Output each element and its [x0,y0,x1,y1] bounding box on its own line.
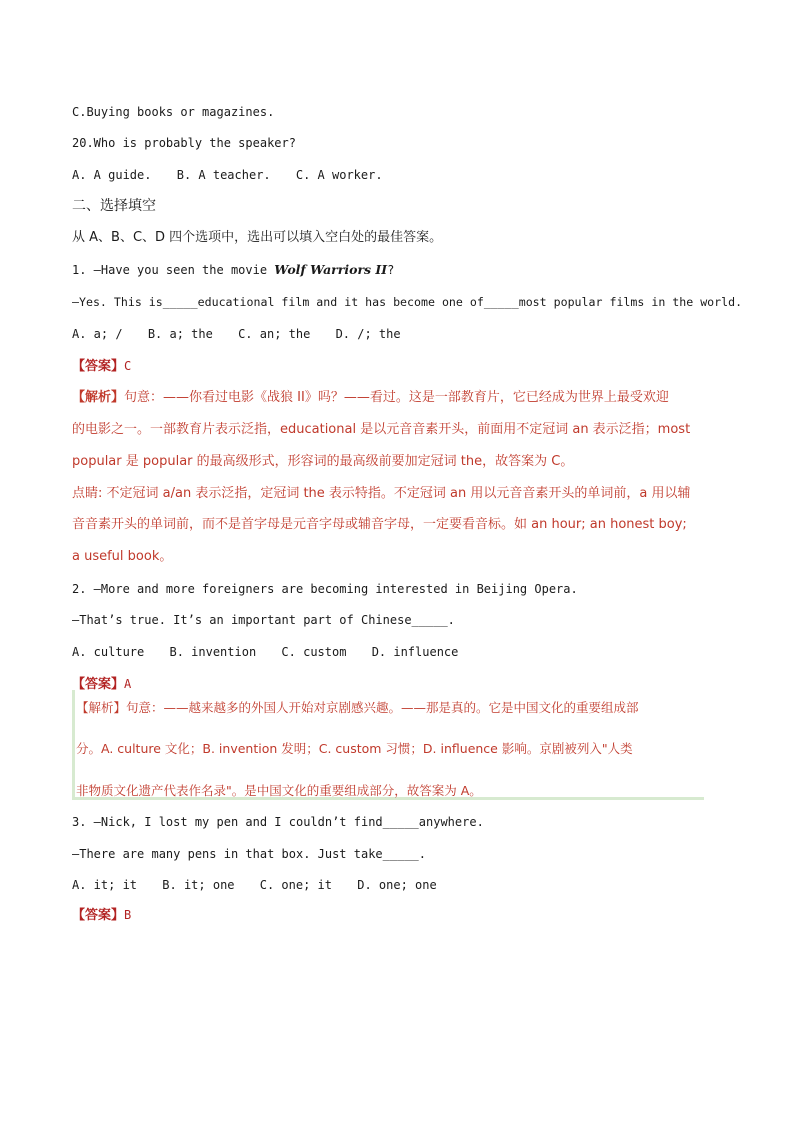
q3-option-d: D. one; one [357,878,437,892]
q1-option-a: A. a; / [72,327,123,341]
answer-value: B [124,908,132,922]
q2-option-c: C. custom [281,645,347,659]
q1-option-d: D. /; the [335,327,401,341]
q20-stem: 20.Who is probably the speaker? [72,136,296,150]
q1-option-c: C. an; the [238,327,311,341]
q20-options [72,166,383,184]
q3-option-b: B. it; one [162,878,235,892]
q3-reply: —There are many pens in that box. Just take_____. [72,847,427,861]
q2-question: 2. —More and more foreigners are becoming interested in Beijing Opera. [72,582,578,596]
q2-analysis-line-2: 分。A. culture 文化；B. invention 发明；C. custom 习惯；D. influence 影响。京剧被列入"人类 [76,741,633,756]
q1-answer [72,357,131,376]
q20-option-c: C. A worker. [295,168,383,182]
q20-option-a: A. A guide. [72,168,152,182]
q1-analysis-line-1 [72,389,669,407]
analysis-text: 句意：——你看过电影《战狼 II》吗？——看过。这是一部教育片，它已经成为世界上最受欢迎 [124,390,669,405]
answer-value: A [124,677,132,691]
q1-stem-post: ? [387,263,395,277]
q1-movie-title: Wolf Warriors II [274,262,388,277]
q19-option-c: C.Buying books or magazines. [72,105,275,119]
q3-option-a: A. it; it [72,878,138,892]
q3-options [72,876,437,894]
q3-question: 3. —Nick, I lost my pen and I couldn’t find_____anywhere. [72,815,484,829]
q3-option-c: C. one; it [259,878,332,892]
q3-answer [72,906,131,925]
answer-tag: 【答案】 [72,359,125,374]
q20-option-b: B. A teacher. [176,168,271,182]
answer-value: C [124,359,132,373]
q2-analysis-line-1: 【解析】句意：——越来越多的外国人开始对京剧感兴趣。——那是真的。它是中国文化的重要组成部 [76,700,639,715]
q2-options [72,643,458,661]
q1-tip-line-3: a useful book。 [72,549,173,564]
q2-reply: —That’s true. It’s an important part of Chinese_____. [72,613,455,627]
q2-option-d: D. influence [371,645,459,659]
section-heading: 二、选择填空 [72,198,156,214]
q1-analysis-line-2: 的电影之一。一部教育片表示泛指，educational 是以元音音素开头，前面用不定冠词 an 表示泛指；most [72,422,691,437]
q1-tip-line-2: 音音素开头的单词前，而不是首字母是元音字母或辅音字母，一定要看音标。如 an hour; an honest boy; [72,517,687,532]
q1-analysis-line-3: popular 是 popular 的最高级形式，形容词的最高级前要加定冠词 the，故答案为 C。 [72,454,574,469]
answer-tag: 【答案】 [72,677,125,692]
q2-option-a: A. culture [72,645,145,659]
q1-options [72,325,401,343]
q1-option-b: B. a; the [147,327,213,341]
q1-tip-line-1: 点睛: 不定冠词 a/an 表示泛指，定冠词 the 表示特指。不定冠词 an 用以元音音素开头的单词前，a 用以辅 [72,486,691,501]
q1-stem-pre: 1. —Have you seen the movie [72,263,275,277]
q1-question [72,261,394,279]
q2-analysis-line-3: 非物质文化遗产代表作名录"。是中国文化的重要组成部分，故答案为 A。 [76,783,482,798]
answer-tag: 【答案】 [72,908,125,923]
analysis-tag: 【解析】 [72,390,125,405]
q2-option-b: B. invention [169,645,257,659]
section-instruction: 从 A、B、C、D 四个选项中，选出可以填入空白处的最佳答案。 [72,230,443,245]
q1-reply: —Yes. This is_____educational film and it has become one of_____most popular films in the world. [72,295,743,309]
